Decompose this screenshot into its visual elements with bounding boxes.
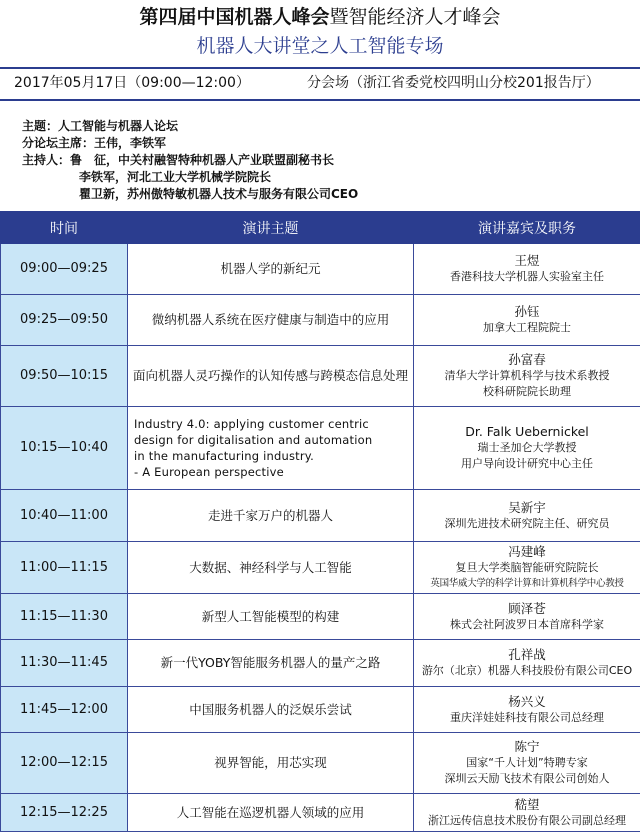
event-title	[0, 2, 640, 29]
event-title-bold: 第四届中国机器人峰会	[139, 6, 330, 28]
time-cell: 11:45—12:00	[1, 687, 128, 733]
column-header-speaker: 演讲嘉宾及职务	[414, 212, 640, 244]
hosts-label: 主持人：	[22, 153, 71, 167]
speaker-cell	[414, 687, 640, 733]
speaker-cell	[414, 542, 640, 594]
event-venue: 分会场（浙江省委党校四明山分校201报告厅）	[307, 75, 600, 91]
speaker-role: 加拿大工程院院士	[483, 321, 571, 334]
time-cell: 11:00—11:15	[1, 542, 128, 594]
topic-cell	[128, 407, 414, 490]
table-row	[1, 407, 640, 490]
host-3: 瞿卫新，苏州傲特敏机器人技术与服务有限公司CEO	[79, 187, 359, 201]
forum-chairs: 分论坛主席：王伟，李铁军	[22, 136, 167, 150]
speaker-role: 校科研院院长助理	[483, 385, 571, 398]
speaker-role: 浙江远传信息技术股份有限公司副总经理	[428, 813, 626, 827]
speaker-cell	[414, 640, 640, 687]
speaker-role: 游尔（北京）机器人科技股份有限公司CEO	[421, 664, 633, 677]
speaker-role: 瑞士圣加仑大学教授	[477, 441, 577, 454]
topic-cell: 新型人工智能模型的构建	[128, 594, 414, 640]
divider-bottom	[0, 99, 640, 101]
speaker-cell	[414, 346, 640, 407]
speaker-role: 复旦大学类脑智能研究院院长	[455, 560, 599, 574]
topic-cell: 中国服务机器人的泛娱乐尝试	[128, 687, 414, 733]
forum-info	[22, 118, 622, 203]
speaker-role: 重庆洋娃娃科技有限公司总经理	[450, 710, 604, 724]
topic-line: design for digitalisation and automation	[134, 433, 373, 447]
time-cell: 09:25—09:50	[1, 295, 128, 346]
speaker-name: 嵇望	[514, 796, 540, 812]
host-line-1	[22, 152, 622, 169]
speaker-role: 清华大学计算机科学与技术系教授	[444, 369, 610, 382]
speaker-name: 孙富春	[508, 352, 546, 367]
column-header-time: 时间	[1, 212, 128, 244]
speaker-name: Dr. Falk Uebernickel	[465, 424, 589, 439]
time-cell: 11:15—11:30	[1, 594, 128, 640]
table-row	[1, 542, 640, 594]
time-cell: 09:50—10:15	[1, 346, 128, 407]
topic-cell: 机器人学的新纪元	[128, 244, 414, 295]
column-header-topic: 演讲主题	[128, 212, 414, 244]
topic-line: - A European perspective	[134, 465, 284, 479]
table-row	[1, 687, 640, 733]
speaker-role: 英国华威大学的科学计算和计算机科学中心教授	[430, 577, 624, 589]
topic-line: Industry 4.0: applying customer centric	[134, 417, 369, 431]
speaker-name: 王煜	[514, 253, 540, 268]
speaker-role: 株式会社阿波罗日本首席科学家	[450, 617, 604, 631]
speaker-name: 杨兴义	[508, 693, 546, 709]
table-row	[1, 594, 640, 640]
speaker-role: 深圳先进技术研究院主任、研究员	[444, 516, 610, 530]
table-row	[1, 346, 640, 407]
speaker-role: 用户导向设计研究中心主任	[461, 457, 593, 470]
time-cell: 10:40—11:00	[1, 490, 128, 542]
table-row	[1, 244, 640, 295]
date-venue-line	[0, 72, 640, 94]
speaker-cell	[414, 490, 640, 542]
speaker-cell	[414, 407, 640, 490]
speaker-name: 吴新宇	[508, 499, 546, 515]
time-cell: 11:30—11:45	[1, 640, 128, 687]
event-subtitle: 机器人大讲堂之人工智能专场	[196, 35, 444, 57]
time-cell: 12:00—12:15	[1, 733, 128, 794]
speaker-cell	[414, 244, 640, 295]
topic-cell: 人工智能在巡逻机器人领域的应用	[128, 794, 414, 832]
speaker-name: 冯建峰	[508, 543, 546, 559]
time-cell: 12:15—12:25	[1, 794, 128, 832]
speaker-cell	[414, 295, 640, 346]
topic-cell: 新一代YOBY智能服务机器人的量产之路	[128, 640, 414, 687]
speaker-name: 陈宁	[514, 739, 540, 754]
speaker-cell	[414, 594, 640, 640]
speaker-cell	[414, 733, 640, 794]
table-row	[1, 295, 640, 346]
topic-cell: 走进千家万户的机器人	[128, 490, 414, 542]
time-cell: 09:00—09:25	[1, 244, 128, 295]
speaker-name: 孙钰	[514, 304, 540, 319]
table-row	[1, 794, 640, 832]
speaker-role: 国家“千人计划”特聘专家	[466, 756, 588, 769]
topic-cell: 视界智能，用芯实现	[128, 733, 414, 794]
host-2: 李铁军，河北工业大学机械学院院长	[79, 170, 272, 184]
time-cell: 10:15—10:40	[1, 407, 128, 490]
topic-cell: 面向机器人灵巧操作的认知传感与跨模态信息处理	[128, 346, 414, 407]
speaker-role: 香港科技大学机器人实验室主任	[450, 270, 604, 283]
speaker-cell	[414, 794, 640, 832]
speaker-role: 深圳云天励飞技术有限公司创始人	[444, 772, 610, 785]
speaker-name: 顾泽苍	[508, 600, 546, 616]
topic-cell: 微纳机器人系统在医疗健康与制造中的应用	[128, 295, 414, 346]
forum-theme: 主题：人工智能与机器人论坛	[22, 119, 179, 133]
event-date: 2017年05月17日（09:00—12:00）	[14, 75, 250, 91]
table-row	[1, 733, 640, 794]
table-header-row	[1, 212, 640, 244]
host-1: 鲁 征，中关村融智特种机器人产业联盟副秘书长	[70, 153, 335, 167]
speaker-name: 孔祥战	[508, 647, 546, 662]
topic-line: in the manufacturing industry.	[134, 449, 314, 463]
table-row	[1, 640, 640, 687]
topic-cell: 大数据、神经科学与人工智能	[128, 542, 414, 594]
event-title-normal: 暨智能经济人才峰会	[329, 6, 501, 28]
table-row	[1, 490, 640, 542]
schedule-table	[0, 211, 640, 832]
divider-top	[0, 67, 640, 69]
